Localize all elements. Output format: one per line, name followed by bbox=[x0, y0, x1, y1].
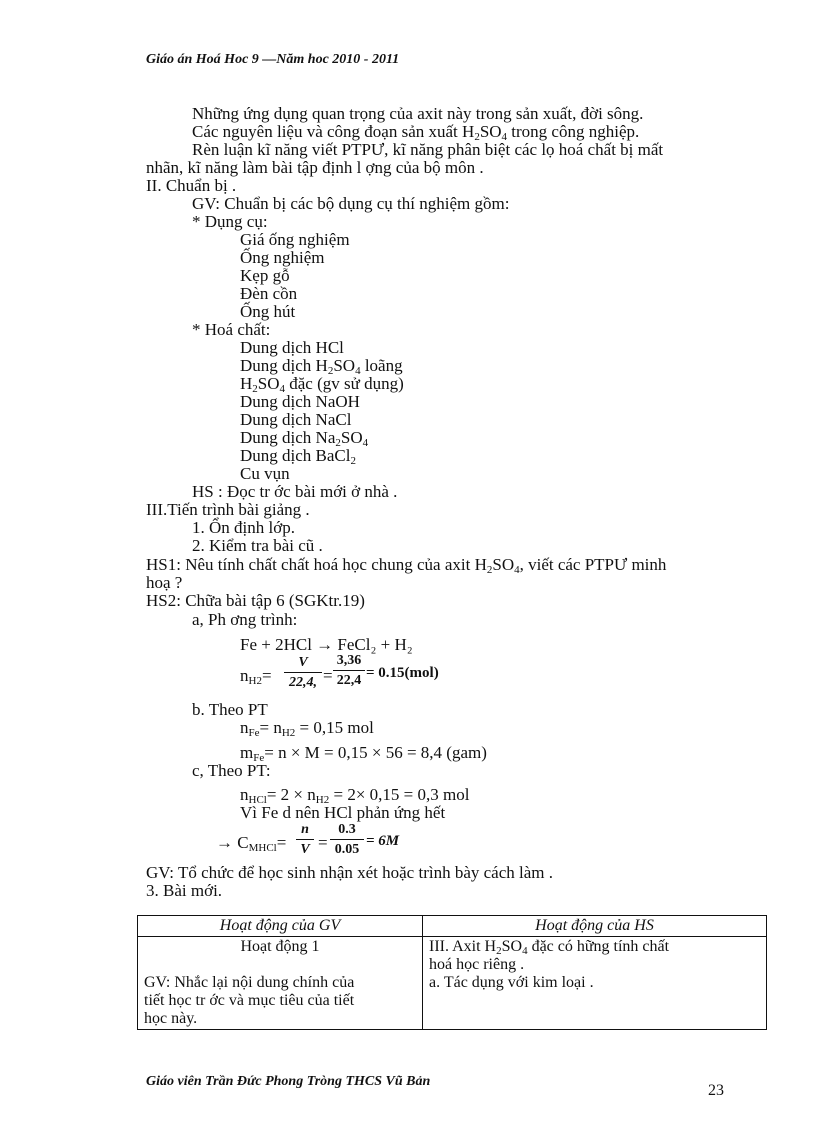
reaction-note: Vì Fe d nên HCl phản ứng hết bbox=[240, 803, 446, 822]
page-number: 23 bbox=[708, 1082, 724, 1099]
tool-item: Ống nghiệm bbox=[240, 248, 325, 267]
page-header: Giáo án Hoá Hoc 9 —Năm hoc 2010 - 2011 bbox=[146, 52, 400, 67]
fraction-0-3-over-0-05: $\frac{0.3}{0.05}$ bbox=[330, 822, 364, 858]
chem-heading: * Hoá chất: bbox=[192, 320, 271, 339]
chem-item: Dung dịch HCl bbox=[240, 338, 344, 357]
chem-item: Dung dịch $H_2SO_4$ loãng bbox=[240, 356, 403, 377]
step-item: 2. Kiểm tra bài cũ . bbox=[192, 536, 323, 555]
gv-text: học này. bbox=[144, 1010, 198, 1027]
hs-text: III. Axit $H_2SO_4$ đặc có hững tính chất bbox=[429, 938, 670, 957]
hs1-question: HS1: Nêu tính chất chất hoá học chung của axit $H_2SO_4$, viết các PTPƯ minh bbox=[146, 555, 667, 576]
step-item: 1. Ổn định lớp. bbox=[192, 518, 295, 537]
cell-gv bbox=[138, 937, 423, 1030]
table-header-row bbox=[138, 916, 767, 937]
gv-prep: GV: Chuẩn bị các bộ dụng cụ thí nghiệm gồm: bbox=[192, 194, 510, 213]
activity-table bbox=[137, 915, 767, 1030]
page-footer: Giáo viên Trần Đức Phong Tròng THCS Vũ Bản bbox=[146, 1074, 431, 1089]
step-item: 3. Bài mới. bbox=[146, 881, 223, 900]
equation: Fe + 2HCl → FeCl₂ + H₂ bbox=[240, 635, 413, 654]
chem-item: Dung dịch NaCl bbox=[240, 410, 352, 429]
n-hcl-line: $n_{HCl}= 2 \times n_{H2} = 2\times 0,15 = 0,3$ mol bbox=[240, 785, 470, 806]
header-hs: Hoạt động của HS bbox=[423, 916, 767, 937]
table-row bbox=[138, 937, 767, 1030]
equals-sign: = bbox=[323, 666, 333, 685]
tool-item: Kẹp gỗ bbox=[240, 266, 290, 285]
m-fe-line: $m_{Fe}= n \times M = 0,15 \times 56 = 8,4$ (gam) bbox=[240, 743, 487, 764]
hs-text: a. Tác dụng với kim loại . bbox=[429, 974, 594, 991]
concentration-label: → $C_{MHCl}=$ bbox=[216, 833, 287, 854]
gv-text: tiết học tr ớc và mục tiêu của tiết bbox=[144, 992, 355, 1009]
concentration-result: = 6M bbox=[366, 833, 400, 849]
goal-line: Các nguyên liệu và công đoạn sản xuất $H_2SO_4$ trong công nghiệp. bbox=[192, 122, 640, 143]
chem-item: $H_2SO_4$ đặc (gv sử dụng) bbox=[240, 374, 404, 395]
n-fe-line: $n_{Fe}= n_{H2} = 0,15$ mol bbox=[240, 718, 374, 739]
tool-item: Ống hút bbox=[240, 302, 296, 321]
chem-item: Dung dịch NaOH bbox=[240, 392, 360, 411]
hs-prep: HS : Đọc tr ớc bài mới ở nhà . bbox=[192, 482, 398, 501]
cell-hs bbox=[423, 937, 767, 1030]
goal-line: nhãn, kĩ năng làm bài tập định l ợng của bộ môn . bbox=[146, 158, 484, 177]
goal-line: Rèn luận kĩ năng viết PTPƯ, kĩ năng phân biệt các lọ hoá chất bị mất bbox=[192, 140, 664, 159]
chem-item: Cu vụn bbox=[240, 464, 290, 483]
fraction-3-36-over-22-4: $\frac{3,36}{22,4}$ bbox=[333, 653, 365, 689]
tool-item: Đèn cồn bbox=[240, 284, 298, 303]
hs1-question-cont: hoạ ? bbox=[146, 573, 183, 592]
part-a: a, Ph ơng trình: bbox=[192, 610, 298, 629]
hs-text: hoá học riêng . bbox=[429, 956, 525, 973]
section-heading: II. Chuẩn bị . bbox=[146, 176, 237, 195]
section-heading: III.Tiến trình bài giảng . bbox=[146, 500, 310, 519]
equals-sign: = bbox=[318, 833, 328, 852]
chem-item: Dung dịch BaCl$_2$ bbox=[240, 446, 356, 467]
part-c: c, Theo PT: bbox=[192, 761, 271, 780]
hs2-task: HS2: Chữa bài tập 6 (SGKtr.19) bbox=[146, 591, 365, 610]
header-gv: Hoạt động của GV bbox=[138, 916, 423, 937]
tool-item: Giá ống nghiệm bbox=[240, 230, 350, 249]
chem-item: Dung dịch $Na_2SO_4$ bbox=[240, 428, 369, 449]
n-h2-label: $n_{H2}=$ bbox=[240, 666, 272, 687]
n-h2-result: = 0.15(mol) bbox=[366, 665, 439, 681]
tools-heading: * Dụng cụ: bbox=[192, 212, 268, 231]
gv-text: GV: Nhắc lại nội dung chính của bbox=[144, 974, 355, 991]
activity-title: Hoạt động 1 bbox=[240, 938, 320, 955]
fraction-v-over-22-4: $\frac{V}{22,4,}$ bbox=[284, 655, 322, 691]
goal-line: Những ứng dụng quan trọng của axit này trong sản xuất, đời sông. bbox=[192, 104, 644, 123]
fraction-n-over-v: $\frac{n}{V}$ bbox=[296, 822, 314, 858]
gv-instruction: GV: Tổ chức để học sinh nhận xét hoặc trình bày cách làm . bbox=[146, 863, 554, 882]
part-b: b. Theo PT bbox=[192, 700, 268, 719]
